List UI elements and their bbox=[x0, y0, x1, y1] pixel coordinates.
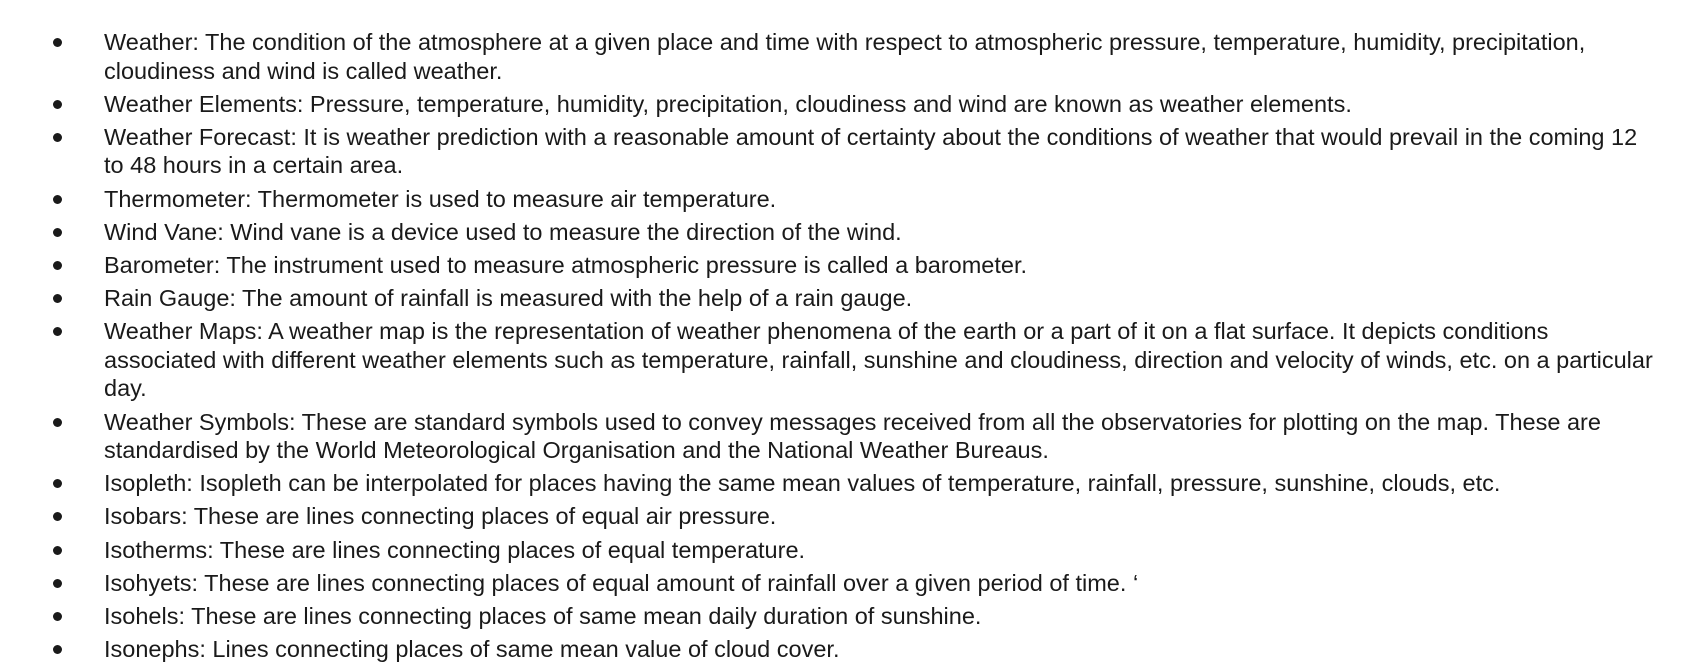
list-item bbox=[0, 251, 1700, 280]
bullet-icon bbox=[53, 228, 62, 237]
bullet-icon bbox=[53, 195, 62, 204]
list-item bbox=[0, 602, 1700, 631]
item-text: Weather: The condition of the atmosphere at a given place and time with respect to atmospheric pressure, temperature, humidity, precipitation, cloudiness and wind is called weather. bbox=[104, 29, 1586, 84]
list-item bbox=[0, 317, 1700, 403]
item-text: Weather Maps: A weather map is the representation of weather phenomena of the earth or a part of it on a flat surface. It depicts conditions associated with different weather elements such as temperature, rainfall, sunshine and cloudiness, direction and velocity of winds, etc. on a particular day. bbox=[104, 318, 1653, 402]
item-text: Barometer: The instrument used to measure atmospheric pressure is called a barometer. bbox=[104, 251, 1028, 278]
list-item bbox=[0, 284, 1700, 313]
bullet-icon bbox=[53, 100, 62, 109]
item-text: Isohels: These are lines connecting places of same mean daily duration of sunshine. bbox=[104, 602, 982, 629]
list-item bbox=[0, 635, 1700, 664]
list-item bbox=[0, 218, 1700, 247]
item-text: Isohyets: These are lines connecting places of equal amount of rainfall over a given period of time. ‘ bbox=[104, 569, 1139, 596]
list-item bbox=[0, 536, 1700, 565]
item-text: Weather Elements: Pressure, temperature, humidity, precipitation, cloudiness and wind are known as weather elements. bbox=[104, 90, 1352, 117]
bullet-icon bbox=[53, 645, 62, 654]
list-item bbox=[0, 408, 1700, 465]
bullet-icon bbox=[53, 546, 62, 555]
list-item bbox=[0, 569, 1700, 598]
bullet-icon bbox=[53, 612, 62, 621]
item-text: Wind Vane: Wind vane is a device used to measure the direction of the wind. bbox=[104, 218, 902, 245]
bullet-icon bbox=[53, 479, 62, 488]
bullet-icon bbox=[53, 294, 62, 303]
bullet-icon bbox=[53, 579, 62, 588]
item-text: Weather Forecast: It is weather prediction with a reasonable amount of certainty about the conditions of weather that would prevail in the coming 12 to 48 hours in a certain area. bbox=[104, 123, 1638, 179]
item-text: Isotherms: These are lines connecting places of equal temperature. bbox=[104, 536, 806, 563]
bullet-icon bbox=[53, 418, 62, 427]
item-text: Isonephs: Lines connecting places of same mean value of cloud cover. bbox=[104, 636, 840, 663]
bullet-icon bbox=[53, 327, 62, 336]
bullet-icon bbox=[53, 261, 62, 270]
bullet-icon bbox=[53, 38, 62, 47]
list-item bbox=[0, 90, 1700, 119]
bullet-icon bbox=[53, 512, 62, 521]
item-text: Isobars: These are lines connecting places of equal air pressure. bbox=[104, 503, 777, 530]
list-item bbox=[0, 185, 1700, 214]
list-item bbox=[0, 469, 1700, 498]
item-text: Weather Symbols: These are standard symbols used to convey messages received from all the observatories for plotting on the map. These are standardised by the World Meteorological Organisation and the National Weather Bureaus. bbox=[104, 408, 1601, 463]
glossary-list bbox=[0, 28, 1700, 664]
item-text: Isopleth: Isopleth can be interpolated for places having the same mean values of temperature, rainfall, pressure, sunshine, clouds, etc. bbox=[104, 470, 1501, 497]
list-item bbox=[0, 502, 1700, 531]
list-item bbox=[0, 123, 1700, 180]
bullet-icon bbox=[53, 133, 62, 142]
item-text: Thermometer: Thermometer is used to measure air temperature. bbox=[104, 185, 777, 212]
item-text: Rain Gauge: The amount of rainfall is measured with the help of a rain gauge. bbox=[104, 285, 913, 312]
list-item bbox=[0, 28, 1700, 85]
